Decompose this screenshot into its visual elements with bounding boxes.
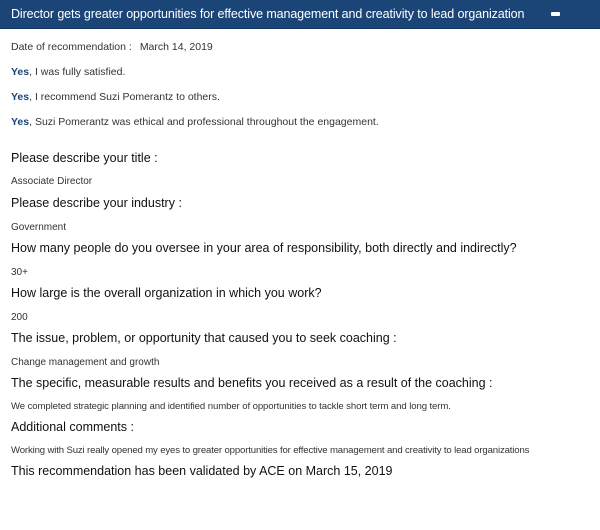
collapse-button[interactable] xyxy=(542,4,568,24)
answer-title: Associate Director xyxy=(11,176,93,187)
question-organization-size: How large is the overall organization in which you work? xyxy=(11,286,322,300)
question-industry: Please describe your industry : xyxy=(11,196,182,210)
answer-industry: Government xyxy=(11,222,67,233)
yes-label: Yes xyxy=(11,116,30,128)
minus-icon xyxy=(551,12,560,16)
recommendation-body xyxy=(0,40,600,479)
date-of-recommendation xyxy=(11,40,589,54)
affirmation-text: , I recommend Suzi Pomerantz to others. xyxy=(29,91,220,103)
answer-organization-size: 200 xyxy=(11,312,28,323)
affirmation-text: , I was fully satisfied. xyxy=(29,66,126,78)
yes-label: Yes xyxy=(11,91,30,103)
date-label: Date of recommendation : xyxy=(11,41,132,53)
date-value: March 14, 2019 xyxy=(139,41,213,53)
affirmation-ethical xyxy=(11,115,589,129)
yes-label: Yes xyxy=(11,66,30,78)
validation-statement: This recommendation has been validated by ACE on March 15, 2019 xyxy=(11,464,393,478)
question-title: Please describe your title : xyxy=(11,151,158,165)
question-results: The specific, measurable results and benefits you received as a result of the coaching : xyxy=(11,376,493,390)
question-additional-comments: Additional comments : xyxy=(11,420,134,434)
answer-results: We completed strategic planning and identified number of opportunities to tackle short term and long term. xyxy=(11,401,451,412)
answer-additional-comments: Working with Suzi really opened my eyes to greater opportunities for effective management and creativity to lead organizations xyxy=(11,445,530,456)
question-people-overseen: How many people do you oversee in your area of responsibility, both directly and indirectly? xyxy=(11,241,517,255)
affirmation-text: , Suzi Pomerantz was ethical and professional throughout the engagement. xyxy=(29,116,379,128)
question-coaching-issue: The issue, problem, or opportunity that caused you to seek coaching : xyxy=(11,331,397,345)
affirmation-satisfied xyxy=(11,65,589,79)
answer-people-overseen: 30+ xyxy=(11,267,28,278)
answer-coaching-issue: Change management and growth xyxy=(11,357,160,368)
recommendation-title: Director gets greater opportunities for effective management and creativity to lead organization xyxy=(11,7,525,21)
affirmation-recommend xyxy=(11,90,589,104)
recommendation-header[interactable] xyxy=(0,0,600,29)
